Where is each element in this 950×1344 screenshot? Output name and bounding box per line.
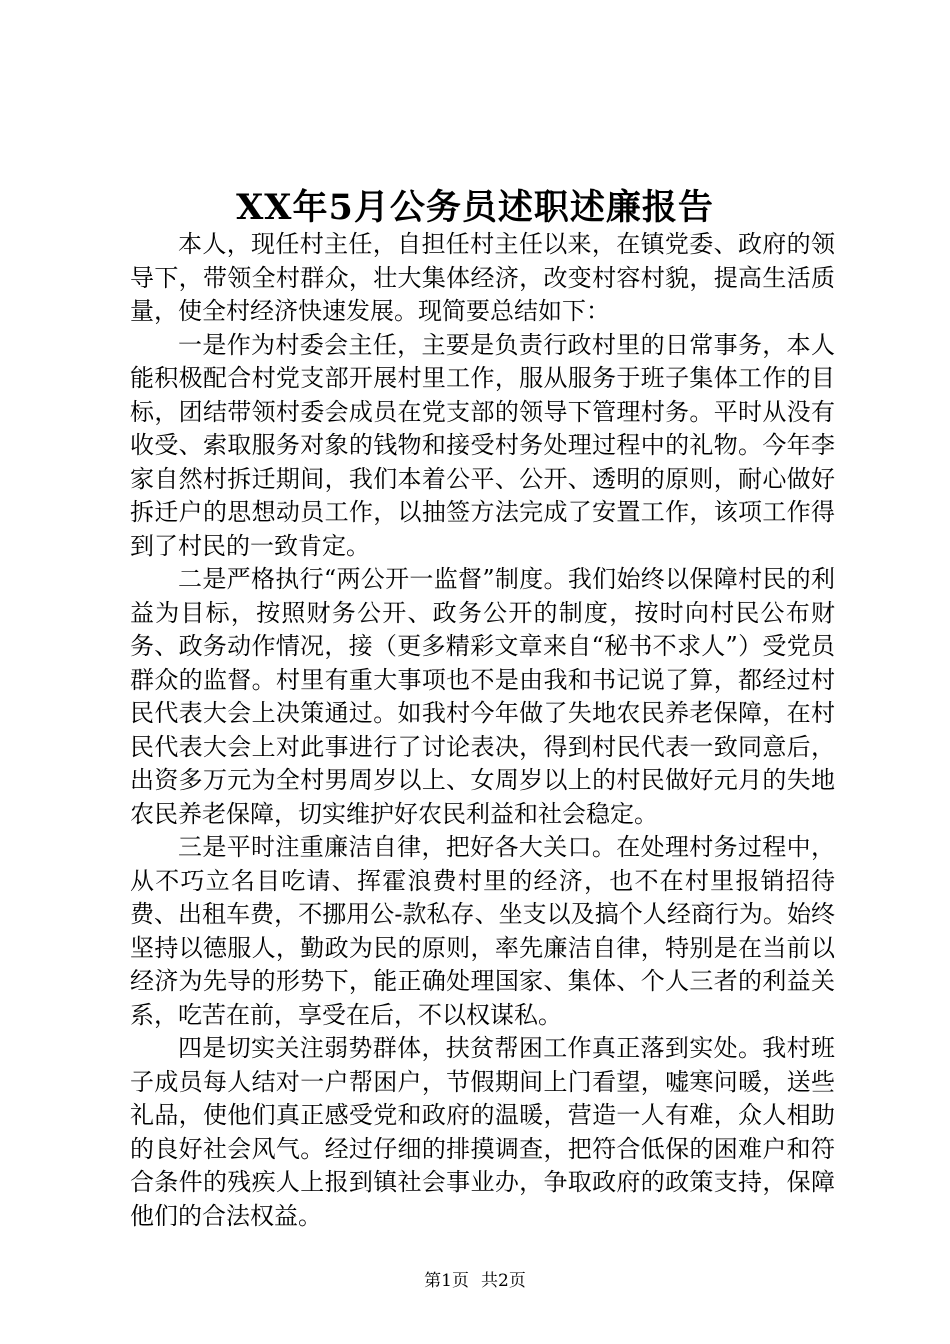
paragraph-point-two: 二是严格执行“两公开一监督”制度。我们始终以保障村民的利益为目标，按照财务公开、政务公开的制度，按时向村民公布财务、政务动作情况，接（更多精彩文章来自“秘书不求人”）受党员群众的监督。村里有重大事项也不是由我和书记说了算，都经过村民代表大会上决策通过。如我村今年做了失地农民养老保障，在村民代表大会上对此事进行了讨论表决，得到村民代表一致同意后，出资多万元为全村男周岁以上、女周岁以上的村民做好元月的失地农民养老保障，切实维护好农民利益和社会稳定。 bbox=[130, 565, 835, 828]
paragraph-point-four: 四是切实关注弱势群体，扶贫帮困工作真正落到实处。我村班子成员每人结对一户帮困户，节假期间上门看望，嘘寒问暖，送些礼品，使他们真正感受党和政府的温暖，营造一人有难，众人相助的良好社会风气。经过仔细的排摸调查，把符合低保的困难户和符合条件的残疾人上报到镇社会事业办，争取政府的政策支持，保障他们的合法权益。 bbox=[130, 1034, 835, 1230]
page-number-current: 第1页 bbox=[424, 1271, 469, 1291]
paragraph-point-one: 一是作为村委会主任，主要是负责行政村里的日常事务，本人能积极配合村党支部开展村里工作，服从服务于班子集体工作的目标，团结带领村委会成员在党支部的领导下管理村务。平时从没有收受、索取服务对象的钱物和接受村务处理过程中的礼物。今年李家自然村拆迁期间，我们本着公平、公开、透明的原则，耐心做好拆迁户的思想动员工作，以抽签方法完成了安置工作，该项工作得到了村民的一致肯定。 bbox=[130, 330, 835, 560]
paragraph-intro: 本人，现任村主任，自担任村主任以来，在镇党委、政府的领导下，带领全村群众，壮大集体经济，改变村容村貌，提高生活质量，使全村经济快速发展。现简要总结如下： bbox=[130, 230, 835, 325]
document-title: XX年5月公务员述职述廉报告 bbox=[236, 187, 714, 228]
document-body bbox=[130, 228, 835, 1233]
paragraph-point-three: 三是平时注重廉洁自律，把好各大关口。在处理村务过程中，从不巧立名目吃请、挥霍浪费村里的经济，也不在村里报销招待费、出租车费，不挪用公-款私存、坐支以及搞个人经商行为。始终坚持以德服人，勤政为民的原则，率先廉洁自律，特别是在当前以经济为先导的形势下，能正确处理国家、集体、个人三者的利益关系，吃苦在前，享受在后，不以权谋私。 bbox=[130, 833, 835, 1029]
page-number-total: 共2页 bbox=[481, 1271, 526, 1291]
page-footer bbox=[0, 1269, 950, 1293]
